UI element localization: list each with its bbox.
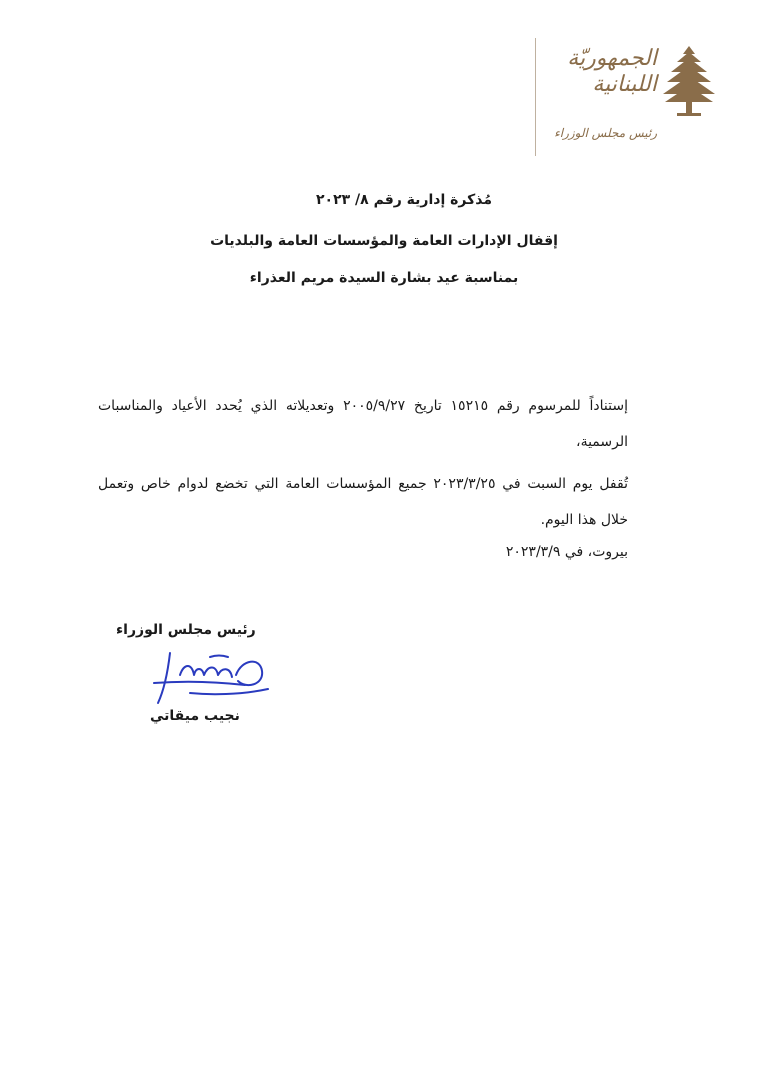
signatory-title: رئيس مجلس الوزراء	[116, 622, 256, 638]
signatory-name: نجيب ميقاتي	[150, 708, 240, 724]
handwritten-signature	[150, 645, 280, 705]
letterhead-divider	[535, 38, 536, 156]
letterhead-title	[547, 46, 657, 98]
body-paragraph-decree: إستناداً للمرسوم رقم ١٥٢١٥ تاريخ ٢٠٠٥/٩/٢٧ وتعديلاته الذي يُحدد الأعياد والمناسبات الرسمية،	[98, 398, 629, 450]
memo-number: مُذكرة إدارية رقم ٨/ ٢٠٢٣	[315, 192, 493, 208]
letterhead-title-line2: اللبنانية	[592, 72, 657, 97]
memo-occasion: بمناسبة عيد بشارة السيدة مريم العذراء	[249, 270, 519, 286]
lebanese-cedar-icon	[663, 44, 715, 118]
letterhead-title-line1: الجمهوريّة	[567, 46, 657, 71]
place-date: بيروت، في ٢٠٢٣/٣/٩	[505, 544, 628, 560]
letterhead	[535, 38, 715, 158]
body-paragraph-closure: تُقفل يوم السبت في ٢٠٢٣/٣/٢٥ جميع المؤسسات العامة التي تخضع لدوام خاص وتعمل خلال هذا اليوم.	[98, 476, 628, 528]
memo-subject: إقفال الإدارات العامة والمؤسسات العامة والبلديات	[210, 233, 558, 249]
letterhead-subtitle: رئيس مجلس الوزراء	[554, 126, 657, 140]
